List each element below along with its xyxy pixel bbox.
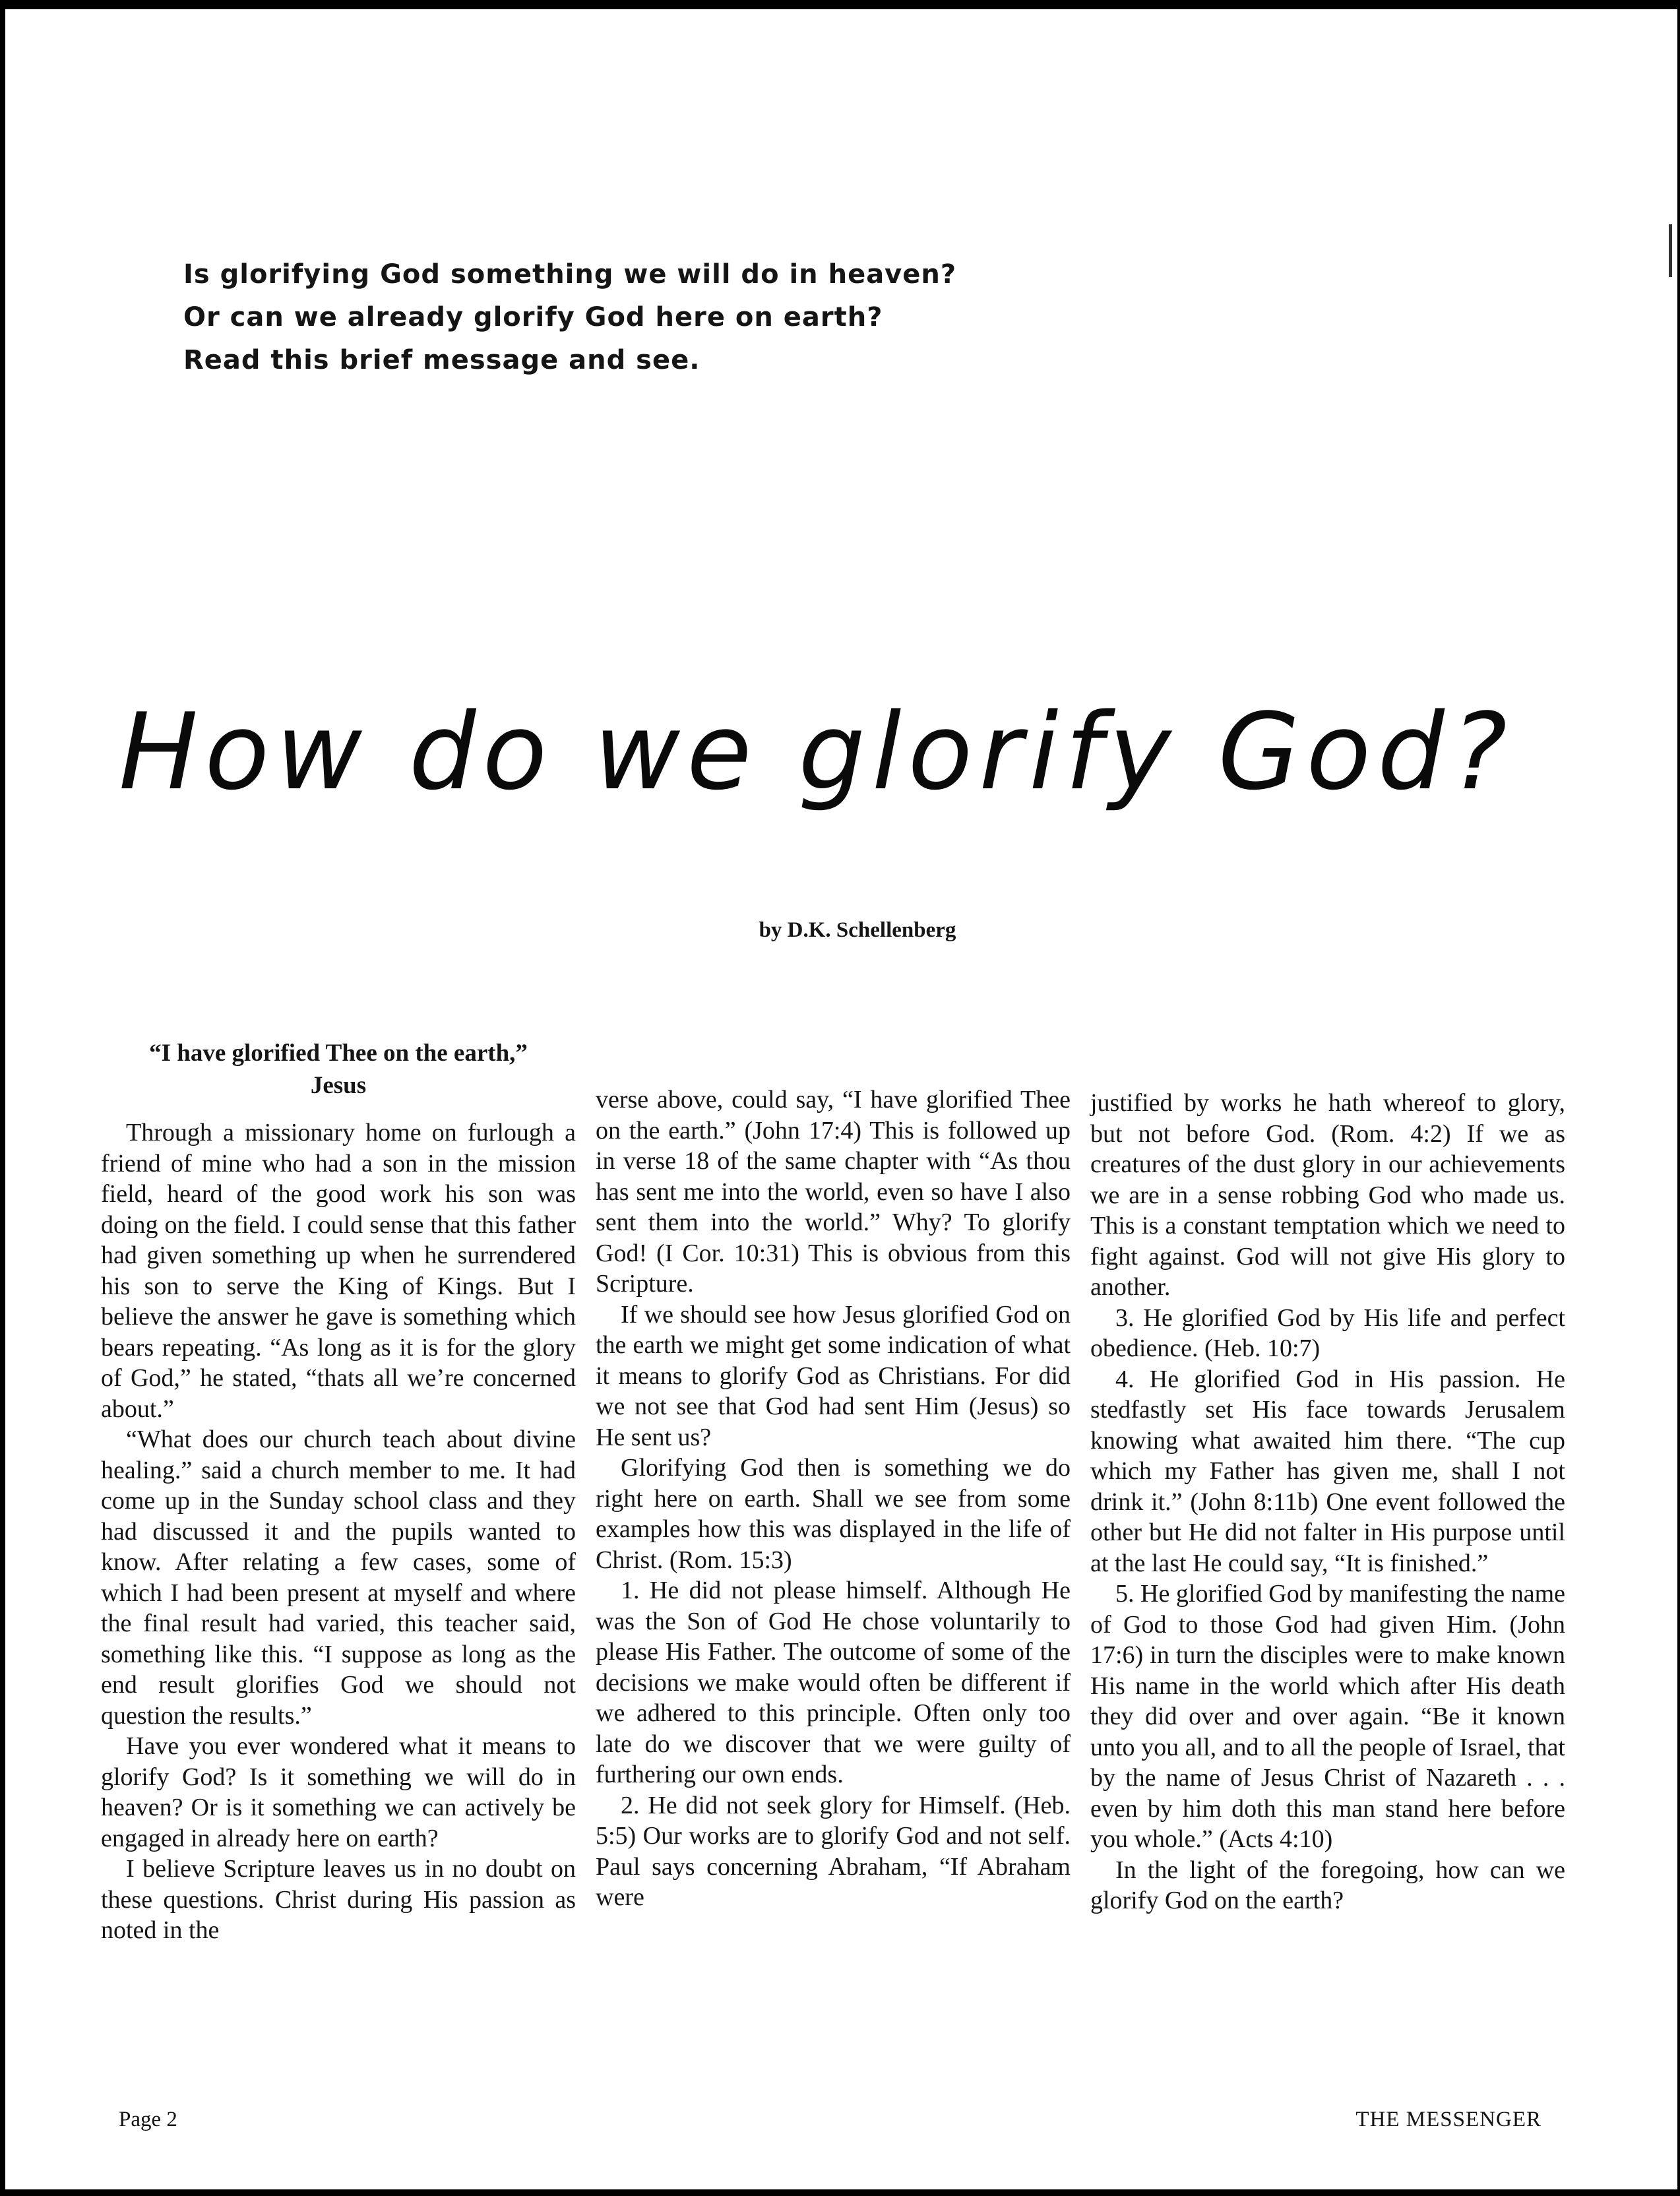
epigraph bbox=[101, 1037, 576, 1102]
page-number: Page 2 bbox=[119, 2108, 177, 2131]
epigraph-quote: “I have glorified Thee on the earth,” bbox=[149, 1040, 528, 1067]
paragraph: 2. He did not seek glory for Himself. (Heb. 5:5) Our works are to glorify God and not self. Paul says concerning Abraham, “If Abraham were bbox=[596, 1791, 1071, 1911]
paragraph: In the light of the foregoing, how can we glorify God on the earth? bbox=[1090, 1856, 1565, 1914]
article-column-3 bbox=[1090, 1088, 1565, 1916]
publication-name: THE MESSENGER bbox=[1355, 2108, 1541, 2131]
article-column-2 bbox=[596, 1084, 1071, 1913]
paragraph: 1. He did not please himself. Although He was the Son of God He chose voluntarily to please His Father. The outcome of some of the decisions we make would often be different if we adhered to this principle. Often only too late do we discover that we were guilty of furthering our own ends. bbox=[596, 1577, 1071, 1788]
paragraph: 5. He glorified God by manifesting the name of God to those God had given Him. (John 17:6) in turn the disciples were to make known His name in the world which after His death they did over and over again. “Be it known unto you all, and to all the people of Israel, that by the name of Jesus Christ of Nazareth . . . even by him doth this man stand here before you whole.” (Acts 4:10) bbox=[1090, 1580, 1565, 1853]
article-column-1 bbox=[101, 1040, 576, 1946]
intro-line: Read this brief message and see. bbox=[183, 345, 700, 375]
article-byline: by D.K. Schellenberg bbox=[759, 918, 956, 942]
intro-line: Is glorifying God something we will do in heaven? bbox=[183, 259, 957, 290]
paragraph: 3. He glorified God by His life and perfect obedience. (Heb. 10:7) bbox=[1090, 1303, 1565, 1362]
paragraph: If we should see how Jesus glorified God on the earth we might get some indication of what it means to glorify God as Christians. For did we not see that God had sent Him (Jesus) so He sent us? bbox=[596, 1300, 1071, 1451]
paragraph: 4. He glorified God in His passion. He stedfastly set His face towards Jerusalem knowing what awaited him there. “The cup which my Father has given me, shall I not drink it.” (John 8:11b) One event followed the other but He did not falter in His purpose until at the last He could say, “It is finished.” bbox=[1090, 1365, 1565, 1577]
epigraph-attribution: Jesus bbox=[310, 1072, 367, 1099]
intro-teaser bbox=[183, 253, 1173, 382]
scan-edge-mark bbox=[1669, 224, 1672, 277]
paragraph: Have you ever wondered what it means to glorify God? Is it something we will do in heaven? Or is it something we can actively be engaged in already here on earth? bbox=[101, 1732, 576, 1852]
scan-border-right bbox=[1677, 0, 1680, 2196]
paragraph: justified by works he hath whereof to glory, but not before God. (Rom. 4:2) If we as creatures of the dust glory in our achievements we are in a sense robbing God who made us. This is a constant temptation which we need to fight against. God will not give His glory to another. bbox=[1090, 1089, 1565, 1301]
paragraph: “What does our church teach about divine healing.” said a church member to me. It had come up in the Sunday school class and they had discussed it and the pupils wanted to know. After relating a few cases, some of which I had been present at myself and where the final result had varied, this teacher said, something like this. “I suppose as long as the end result glorifies God we should not question the results.” bbox=[101, 1426, 576, 1730]
intro-line: Or can we already glorify God here on earth? bbox=[183, 302, 883, 332]
paragraph: verse above, could say, “I have glorified Thee on the earth.” (John 17:4) This is followed up in verse 18 of the same chapter with “As thou has sent me into the world, even so have I also sent them into the world.” Why? To glorify God! (I Cor. 10:31) This is obvious from this Scripture. bbox=[596, 1086, 1071, 1298]
scan-border-bottom bbox=[0, 2189, 1680, 2196]
scan-border-left bbox=[0, 0, 5, 2196]
paragraph: Glorifying God then is something we do right here on earth. Shall we see from some examples how this was displayed in the life of Christ. (Rom. 15:3) bbox=[596, 1454, 1071, 1574]
paragraph: I believe Scripture leaves us in no doubt on these questions. Christ during His passion as noted in the bbox=[101, 1855, 576, 1944]
paragraph: Through a missionary home on furlough a friend of mine who had a son in the mission field, heard of the good work his son was doing on the field. I could sense that this father had given something up when he surrendered his son to serve the King of Kings. But I believe the answer he gave is something which bears repeating. “As long as it is for the glory of God,” he stated, “thats all we’re concerned about.” bbox=[101, 1119, 576, 1423]
scan-border-top bbox=[0, 0, 1680, 9]
article-title: How do we glorify God? bbox=[119, 690, 1514, 813]
